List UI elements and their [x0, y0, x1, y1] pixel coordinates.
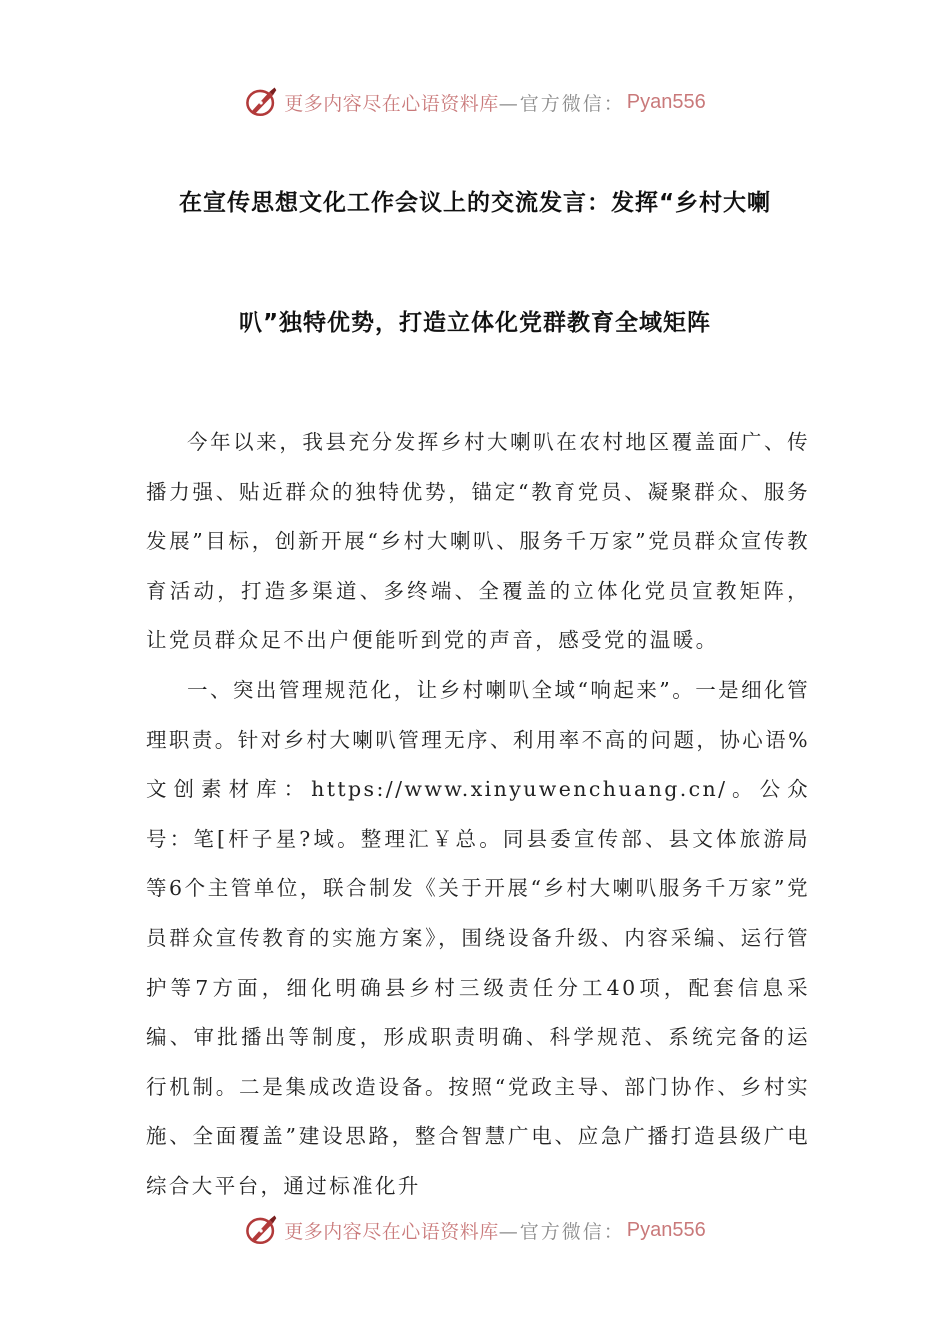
document-title-line-2: 叭”独特优势，打造立体化党群教育全域矩阵 [238, 310, 712, 336]
footer-banner [0, 1210, 950, 1250]
banner-wechat-id: Pyan556 [626, 90, 706, 113]
banner-separator: —官方微信： [498, 1220, 625, 1243]
body-paragraph: 今年以来，我县充分发挥乡村大喇叭在农村地区覆盖面广、传播力强、贴近群众的独特优势，锚定“教育党员、凝聚群众、服务发展”目标，创新开展“乡村大喇叭、服务千万家”党员群众宣传教育活动，打造多渠道、多终端、全覆盖的立体化党员宣教矩阵，让党员群众足不出户便能听到党的声音，感受党的温暖。 [146, 430, 810, 653]
pen-nib-logo-icon [244, 1213, 278, 1247]
banner-site-name: 更多内容尽在心语资料库 [284, 92, 499, 115]
document-body [146, 418, 810, 1212]
banner-separator: —官方微信： [498, 92, 625, 115]
banner-wechat-id: Pyan556 [626, 1218, 706, 1241]
header-banner [0, 82, 950, 122]
banner-site-name: 更多内容尽在心语资料库 [284, 1220, 499, 1243]
document-title-line-1: 在宣传思想文化工作会议上的交流发言：发挥“乡村大喇 [178, 190, 772, 216]
pen-nib-logo-icon [244, 85, 278, 119]
body-paragraph: 一、突出管理规范化，让乡村喇叭全域“响起来”。一是细化管理职责。针对乡村大喇叭管理无序、利用率不高的问题，协心语%文创素材库：https://www.xinyuwenchuang.cn/。公众号：笔[杆子星?域。整理汇￥总。同县委宣传部、县文体旅游局等6个主管单位，联合制发《关于开展“乡村大喇叭服务千万家”党员群众宣传教育的实施方案》，围绕设备升级、内容采编、运行管护等7方面，细化明确县乡村三级责任分工40项，配套信息采编、审批播出等制度，形成职责明确、科学规范、系统完备的运行机制。二是集成改造设备。按照“党政主导、部门协作、乡村实施、全面覆盖”建设思路，整合智慧广电、应急广播打造县级广电综合大平台，通过标准化升 [146, 677, 810, 1198]
